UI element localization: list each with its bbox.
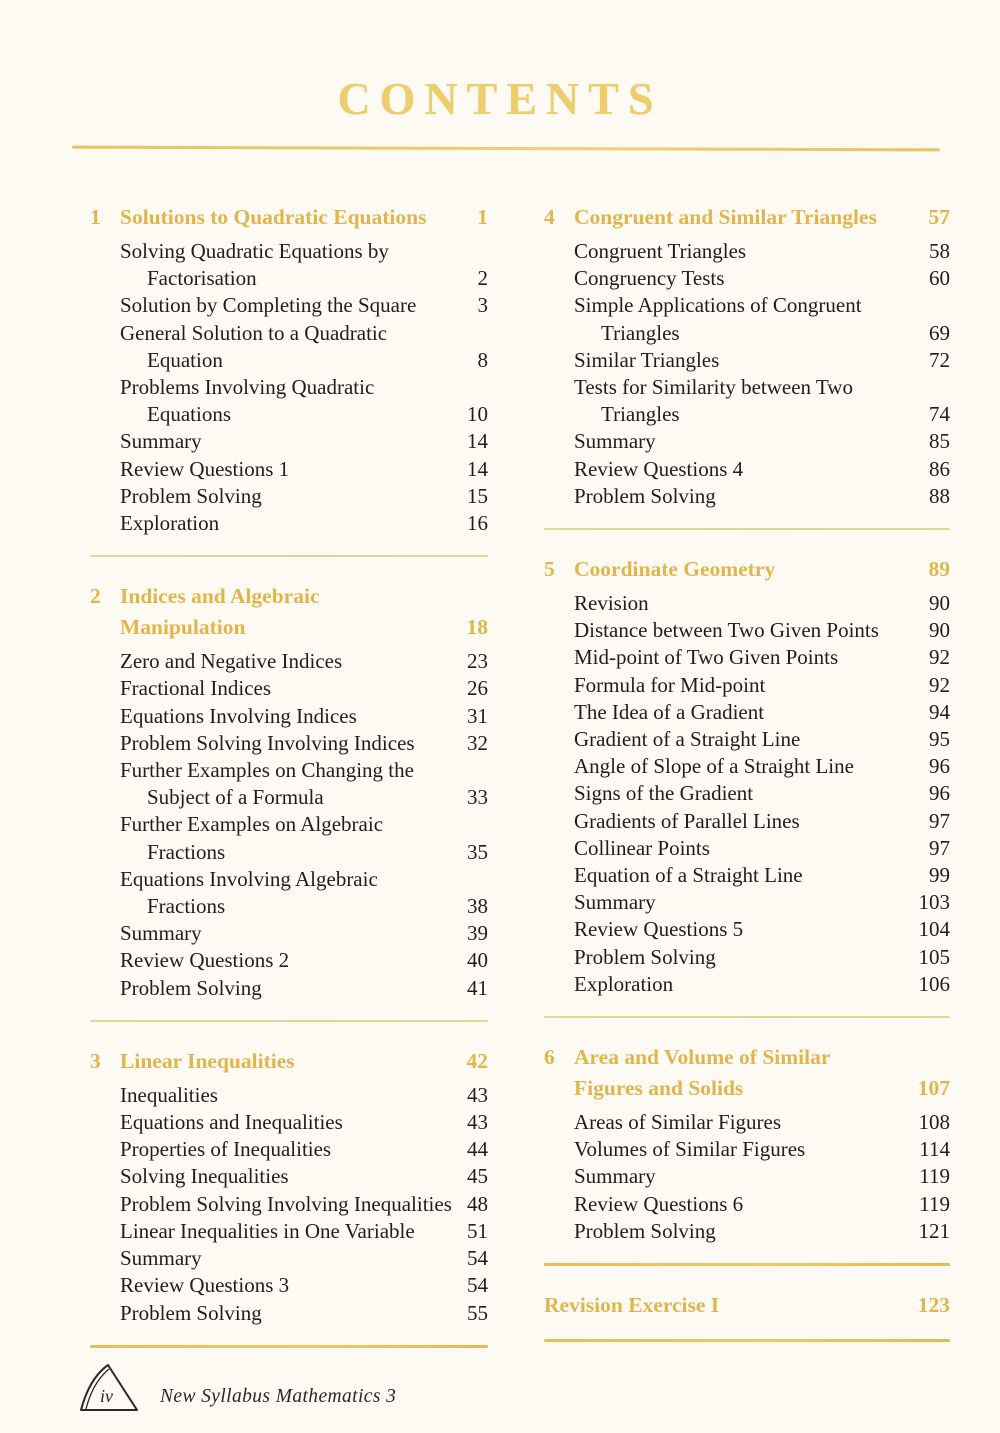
- entry-page-number: 86: [929, 456, 950, 481]
- entry-page-number: 60: [929, 266, 950, 291]
- chapter-number: 5: [544, 557, 555, 582]
- toc-entry: [90, 893, 488, 920]
- chapter-number: 1: [90, 205, 101, 229]
- entry-text: Revision: [574, 591, 649, 616]
- entry-text: Solving Quadratic Equations by: [120, 239, 389, 263]
- title-rule: [72, 146, 940, 152]
- section-divider: [544, 1339, 950, 1342]
- toc-entry: [544, 971, 950, 998]
- entry-page-number: 55: [467, 1300, 488, 1325]
- chapter-heading: [90, 1046, 488, 1077]
- chapter-heading: [90, 581, 488, 643]
- toc-entry: [90, 947, 488, 974]
- entry-text: Further Examples on Algebraic: [120, 812, 384, 837]
- chapter-title: [544, 1290, 950, 1321]
- entry-page-number: 33: [467, 785, 488, 810]
- toc-entry: [544, 672, 950, 699]
- chapter-title-line: [120, 1046, 488, 1077]
- toc-entry: [544, 889, 950, 916]
- entry-page-number: 88: [929, 483, 950, 508]
- toc-entry: [544, 347, 950, 374]
- logo-wrap: [78, 1360, 142, 1414]
- entry-text: Mid-point of Two Given Points: [574, 645, 839, 670]
- chapter-title-line: [120, 581, 488, 612]
- entry-text: Triangles: [601, 320, 680, 345]
- entry-text: Further Examples on Changing the: [120, 758, 414, 783]
- toc-entry: [90, 784, 488, 811]
- chapter-title-line: [574, 1073, 950, 1104]
- entry-page-number: 97: [929, 835, 950, 860]
- chapter-title-text: Indices and Algebraic: [120, 584, 320, 609]
- entry-text: Summary: [120, 429, 202, 454]
- chapter-title-line: [574, 1042, 950, 1073]
- entry-text: Gradient of a Straight Line: [574, 727, 801, 752]
- chapter-title-text: Revision Exercise I: [544, 1293, 720, 1318]
- section-divider: [544, 528, 950, 530]
- chapter-title: [574, 554, 950, 585]
- entry-text: The Idea of a Gradient: [574, 699, 765, 724]
- entry-text: Review Questions 2: [120, 948, 290, 973]
- entry-page-number: 39: [467, 921, 488, 946]
- toc-entry: [90, 456, 488, 483]
- toc-entry: [544, 428, 950, 455]
- entry-page-number: 44: [467, 1137, 488, 1162]
- entry-text: Summary: [120, 921, 202, 946]
- toc-entry: [90, 1109, 488, 1136]
- toc-entry: [90, 374, 488, 401]
- entry-page-number: 119: [919, 1191, 950, 1216]
- entry-text: Inequalities: [120, 1082, 218, 1107]
- toc-section: [544, 554, 950, 1018]
- entry-page-number: 51: [467, 1218, 488, 1243]
- entry-text: Problem Solving: [120, 483, 262, 508]
- entry-page-number: 54: [467, 1273, 488, 1298]
- entry-text: Tests for Similarity between Two: [574, 375, 853, 400]
- entry-page-number: 119: [919, 1164, 950, 1189]
- section-divider: [544, 1263, 950, 1266]
- toc-entry: [90, 811, 488, 838]
- chapter-heading: [544, 554, 950, 585]
- toc-entry: [544, 1191, 950, 1218]
- entry-page-number: 92: [929, 645, 950, 670]
- section-divider: [90, 1020, 488, 1022]
- chapter-title: [120, 581, 488, 643]
- toc-entry: [544, 780, 950, 807]
- chapter-title-text: Linear Inequalities: [120, 1048, 295, 1073]
- entry-text: Fractional Indices: [120, 676, 272, 701]
- chapter-title: [120, 202, 488, 233]
- toc-entry: [544, 292, 950, 319]
- chapter-title: [120, 1046, 488, 1077]
- toc-entry: [90, 320, 488, 347]
- entry-text: Distance between Two Given Points: [574, 618, 879, 643]
- entry-page-number: 10: [467, 402, 488, 427]
- chapter-page-number: 1: [477, 205, 488, 229]
- toc-entry: [544, 456, 950, 483]
- entry-text: Problem Solving: [120, 975, 262, 1000]
- entry-text: Problem Solving: [574, 944, 716, 969]
- entry-page-number: 8: [477, 347, 488, 372]
- entry-page-number: 2: [477, 266, 488, 291]
- entry-text: Fractions: [147, 839, 226, 864]
- entry-text: Problem Solving: [574, 1218, 716, 1243]
- entry-page-number: 45: [467, 1164, 488, 1189]
- entry-text: Congruent Triangles: [574, 239, 747, 263]
- chapter-number: 6: [544, 1045, 555, 1070]
- chapter-page-number: 123: [917, 1293, 950, 1318]
- entry-text: Review Questions 1: [120, 456, 290, 481]
- entry-text: Exploration: [120, 511, 220, 536]
- toc-entry: [544, 374, 950, 401]
- toc-entry: [90, 401, 488, 428]
- entry-page-number: 38: [467, 894, 488, 919]
- toc-entry: [90, 866, 488, 893]
- chapter-title-line: [574, 202, 950, 233]
- entry-page-number: 90: [929, 591, 950, 616]
- toc-columns: [90, 202, 1000, 1372]
- entry-page-number: 14: [467, 456, 488, 481]
- chapter-page-number: 57: [928, 205, 950, 229]
- chapter-title-text: Congruent and Similar Triangles: [574, 205, 877, 229]
- entry-text: Fractions: [147, 894, 226, 919]
- toc-entry: [544, 483, 950, 510]
- entry-text: Solving Inequalities: [120, 1164, 289, 1189]
- entry-text: General Solution to a Quadratic: [120, 320, 388, 345]
- toc-entry: [544, 617, 950, 644]
- entry-page-number: 16: [467, 511, 488, 536]
- toc-entry: [90, 265, 488, 292]
- entry-page-number: 97: [929, 808, 950, 833]
- entry-page-number: 74: [929, 402, 950, 427]
- entry-page-number: 15: [467, 483, 488, 508]
- chapter-heading: [544, 1290, 950, 1321]
- chapter-title-line: [120, 202, 488, 233]
- entry-text: Properties of Inequalities: [120, 1137, 332, 1162]
- entry-text: Problem Solving Involving Indices: [120, 730, 415, 755]
- entry-text: Linear Inequalities in One Variable: [120, 1218, 415, 1243]
- entry-page-number: 40: [467, 948, 488, 973]
- entry-page-number: 85: [929, 429, 950, 454]
- entry-text: Exploration: [574, 971, 674, 996]
- toc-entry: [544, 835, 950, 862]
- toc-entry: [544, 862, 950, 889]
- toc-entry: [544, 808, 950, 835]
- entry-page-number: 121: [918, 1218, 950, 1243]
- chapter-number: 2: [90, 584, 101, 609]
- entry-text: Gradients of Parallel Lines: [574, 808, 800, 833]
- entry-text: Volumes of Similar Figures: [574, 1137, 806, 1162]
- toc-entry: [544, 320, 950, 347]
- entry-text: Simple Applications of Congruent: [574, 293, 862, 318]
- entry-page-number: 31: [467, 703, 488, 728]
- chapter-title-line: [544, 1290, 950, 1321]
- entry-page-number: 41: [467, 975, 488, 1000]
- toc-entry: [90, 1082, 488, 1109]
- entry-text: Equations and Inequalities: [120, 1110, 343, 1135]
- chapter-title: [574, 202, 950, 233]
- toc-entry: [90, 1245, 488, 1272]
- footer-page-number: iv: [100, 1386, 113, 1406]
- toc-entry: [90, 510, 488, 537]
- entry-text: Equations Involving Algebraic: [120, 866, 378, 891]
- entry-text: Equations: [147, 402, 231, 427]
- entry-page-number: 3: [477, 293, 488, 318]
- chapter-heading: [90, 202, 488, 233]
- toc-entry: [90, 1163, 488, 1190]
- entry-page-number: 14: [467, 429, 488, 454]
- entry-page-number: 69: [929, 320, 950, 345]
- entry-text: Problem Solving: [574, 483, 716, 508]
- page-title: CONTENTS: [337, 73, 663, 124]
- entry-text: Similar Triangles: [574, 347, 720, 372]
- chapter-number: 3: [90, 1048, 101, 1073]
- entry-page-number: 104: [918, 917, 950, 942]
- section-divider: [90, 555, 488, 557]
- entry-page-number: 90: [929, 618, 950, 643]
- entry-page-number: 108: [918, 1110, 950, 1135]
- chapter-page-number: 89: [928, 557, 950, 582]
- entry-text: Collinear Points: [574, 835, 710, 860]
- entry-page-number: 58: [929, 239, 950, 263]
- entry-text: Problem Solving: [120, 1300, 262, 1325]
- entry-page-number: 105: [918, 944, 950, 969]
- entry-page-number: 48: [467, 1191, 488, 1216]
- entry-page-number: 43: [467, 1082, 488, 1107]
- toc-entry: [544, 265, 950, 292]
- entry-page-number: 43: [467, 1110, 488, 1135]
- entry-text: Equations Involving Indices: [120, 703, 357, 728]
- entry-text: Subject of a Formula: [147, 785, 324, 810]
- toc-entry: [544, 238, 950, 265]
- entry-text: Factorisation: [147, 266, 257, 291]
- entry-text: Angle of Slope of a Straight Line: [574, 754, 854, 779]
- toc-entry: [544, 1218, 950, 1245]
- entry-text: Formula for Mid-point: [574, 672, 766, 697]
- chapter-title: [574, 1042, 950, 1104]
- chapter-page-number: 107: [917, 1076, 950, 1101]
- toc-entry: [90, 428, 488, 455]
- chapter-title-line: [574, 554, 950, 585]
- chapter-title-text: Manipulation: [120, 615, 246, 640]
- entry-text: Solution by Completing the Square: [120, 293, 417, 318]
- toc-entry: [90, 1218, 488, 1245]
- toc-entry: [90, 703, 488, 730]
- chapter-heading: [544, 202, 950, 233]
- entry-text: Equation of a Straight Line: [574, 863, 803, 888]
- toc-entry: [544, 590, 950, 617]
- chapter-title-text: Area and Volume of Similar: [574, 1045, 831, 1070]
- entry-page-number: 92: [929, 672, 950, 697]
- entry-page-number: 54: [467, 1246, 488, 1271]
- toc-entry: [90, 920, 488, 947]
- toc-section: [90, 581, 488, 1022]
- chapter-page-number: 18: [466, 615, 488, 640]
- entry-page-number: 23: [467, 649, 488, 674]
- chapter-title-text: Coordinate Geometry: [574, 557, 776, 582]
- toc-entry: [90, 483, 488, 510]
- toc-entry: [90, 648, 488, 675]
- section-divider: [544, 1016, 950, 1018]
- toc-entry: [90, 730, 488, 757]
- toc-column-right: [544, 202, 950, 1366]
- chapter-number: 4: [544, 205, 555, 229]
- entry-text: Review Questions 6: [574, 1191, 744, 1216]
- toc-entry: [90, 675, 488, 702]
- toc-entry: [544, 944, 950, 971]
- entry-page-number: 35: [467, 839, 488, 864]
- toc-entry: [544, 1163, 950, 1190]
- toc-entry: [544, 916, 950, 943]
- section-divider: [90, 1345, 488, 1348]
- toc-entry: [544, 726, 950, 753]
- toc-entry: [544, 644, 950, 671]
- entry-text: Areas of Similar Figures: [574, 1110, 782, 1135]
- toc-section: [90, 1046, 488, 1348]
- entry-text: Equation: [147, 347, 223, 372]
- entry-text: Signs of the Gradient: [574, 781, 754, 806]
- page-footer: [78, 1356, 396, 1414]
- toc-entry: [544, 753, 950, 780]
- entry-page-number: 26: [467, 676, 488, 701]
- entry-page-number: 103: [918, 890, 950, 915]
- toc-entry: [90, 1136, 488, 1163]
- toc-entry: [90, 1300, 488, 1327]
- chapter-heading: [544, 1042, 950, 1104]
- entry-text: Review Questions 5: [574, 917, 744, 942]
- toc-entry: [90, 1272, 488, 1299]
- toc-entry: [90, 292, 488, 319]
- chapter-title-line: [120, 612, 488, 643]
- chapter-title-text: Figures and Solids: [574, 1076, 744, 1101]
- entry-text: Zero and Negative Indices: [120, 649, 343, 674]
- toc-entry: [90, 975, 488, 1002]
- entry-page-number: 95: [929, 727, 950, 752]
- toc-column-left: [90, 202, 488, 1372]
- entry-page-number: 114: [919, 1137, 950, 1162]
- entry-page-number: 72: [929, 347, 950, 372]
- toc-entry: [544, 401, 950, 428]
- toc-entry: [90, 347, 488, 374]
- entry-text: Summary: [120, 1246, 202, 1271]
- entry-page-number: 99: [929, 863, 950, 888]
- toc-section: [544, 1290, 950, 1342]
- toc-entry: [544, 699, 950, 726]
- entry-text: Congruency Tests: [574, 266, 725, 291]
- toc-entry: [90, 238, 488, 265]
- toc-entry: [90, 757, 488, 784]
- entry-text: Summary: [574, 890, 656, 915]
- entry-text: Triangles: [601, 402, 680, 427]
- entry-page-number: 94: [929, 699, 950, 724]
- toc-entry: [90, 1191, 488, 1218]
- toc-section: [90, 202, 488, 557]
- entry-page-number: 32: [467, 730, 488, 755]
- entry-page-number: 106: [918, 971, 950, 996]
- entry-page-number: 96: [929, 754, 950, 779]
- entry-text: Summary: [574, 1164, 656, 1189]
- toc-section: [544, 202, 950, 530]
- footer-book-title: New Syllabus Mathematics 3: [160, 1386, 397, 1407]
- chapter-page-number: 42: [466, 1048, 488, 1073]
- toc-section: [544, 1042, 950, 1266]
- entry-text: Review Questions 3: [120, 1273, 290, 1298]
- chapter-title-text: Solutions to Quadratic Equations: [120, 205, 427, 229]
- entry-text: Problem Solving Involving Inequalities: [120, 1191, 452, 1216]
- toc-entry: [544, 1109, 950, 1136]
- entry-text: Review Questions 4: [574, 456, 744, 481]
- toc-entry: [90, 839, 488, 866]
- entry-text: Problems Involving Quadratic: [120, 375, 375, 400]
- toc-entry: [544, 1136, 950, 1163]
- entry-page-number: 96: [929, 781, 950, 806]
- entry-text: Summary: [574, 429, 656, 454]
